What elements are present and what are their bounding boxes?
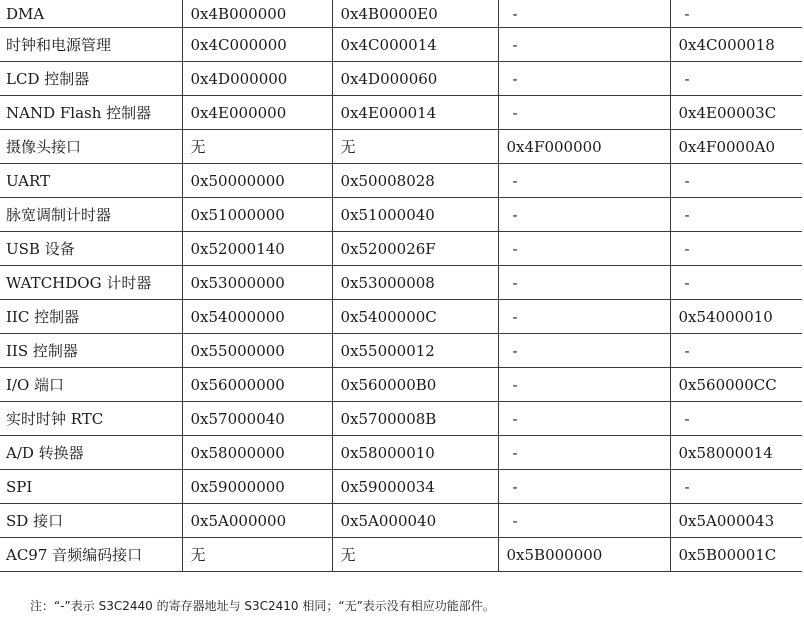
- start-address-cell: 0x51000000: [182, 198, 332, 232]
- address-cell-4: -: [670, 62, 802, 96]
- module-name-cell: SPI: [0, 470, 182, 504]
- end-address-cell: 0x5A000040: [332, 504, 498, 538]
- start-address-cell: 0x50000000: [182, 164, 332, 198]
- start-address-cell: 无: [182, 538, 332, 572]
- start-address-cell: 0x4E000000: [182, 96, 332, 130]
- table-row: [0, 436, 802, 470]
- address-cell-3: -: [498, 470, 670, 504]
- table-row: [0, 164, 802, 198]
- table-row: [0, 470, 802, 504]
- table-row: [0, 300, 802, 334]
- address-cell-4: 0x5A000043: [670, 504, 802, 538]
- module-name-cell: IIS 控制器: [0, 334, 182, 368]
- end-address-cell: 0x5200026F: [332, 232, 498, 266]
- address-cell-3: -: [498, 198, 670, 232]
- address-cell-4: -: [670, 334, 802, 368]
- module-name-cell: IIC 控制器: [0, 300, 182, 334]
- start-address-cell: 0x58000000: [182, 436, 332, 470]
- start-address-cell: 0x54000000: [182, 300, 332, 334]
- start-address-cell: 0x52000140: [182, 232, 332, 266]
- start-address-cell: 0x4C000000: [182, 28, 332, 62]
- address-cell-3: 0x4F000000: [498, 130, 670, 164]
- end-address-cell: 无: [332, 538, 498, 572]
- module-name-cell: I/O 端口: [0, 368, 182, 402]
- table-row: [0, 504, 802, 538]
- table-row: [0, 0, 802, 28]
- module-name-cell: 摄像头接口: [0, 130, 182, 164]
- end-address-cell: 0x53000008: [332, 266, 498, 300]
- table-row: [0, 266, 802, 300]
- address-cell-3: -: [498, 62, 670, 96]
- start-address-cell: 0x4D000000: [182, 62, 332, 96]
- module-name-cell: NAND Flash 控制器: [0, 96, 182, 130]
- module-name-cell: AC97 音频编码接口: [0, 538, 182, 572]
- end-address-cell: 无: [332, 130, 498, 164]
- end-address-cell: 0x51000040: [332, 198, 498, 232]
- table-row: [0, 334, 802, 368]
- address-cell-4: -: [670, 266, 802, 300]
- module-name-cell: WATCHDOG 计时器: [0, 266, 182, 300]
- address-cell-3: -: [498, 96, 670, 130]
- address-cell-4: -: [670, 402, 802, 436]
- end-address-cell: 0x4B0000E0: [332, 0, 498, 28]
- start-address-cell: 0x57000040: [182, 402, 332, 436]
- address-cell-3: 0x5B000000: [498, 538, 670, 572]
- end-address-cell: 0x55000012: [332, 334, 498, 368]
- table-row: [0, 538, 802, 572]
- address-cell-3: -: [498, 334, 670, 368]
- address-cell-4: -: [670, 164, 802, 198]
- start-address-cell: 0x4B000000: [182, 0, 332, 28]
- start-address-cell: 0x59000000: [182, 470, 332, 504]
- module-name-cell: 时钟和电源管理: [0, 28, 182, 62]
- module-name-cell: 实时时钟 RTC: [0, 402, 182, 436]
- address-cell-3: -: [498, 368, 670, 402]
- address-cell-4: 0x54000010: [670, 300, 802, 334]
- address-cell-3: -: [498, 232, 670, 266]
- address-cell-4: 0x4E00003C: [670, 96, 802, 130]
- address-cell-3: -: [498, 164, 670, 198]
- module-name-cell: SD 接口: [0, 504, 182, 538]
- address-cell-4: -: [670, 0, 802, 28]
- address-cell-4: 0x58000014: [670, 436, 802, 470]
- address-cell-3: -: [498, 266, 670, 300]
- address-cell-4: 0x4F0000A0: [670, 130, 802, 164]
- module-name-cell: UART: [0, 164, 182, 198]
- end-address-cell: 0x59000034: [332, 470, 498, 504]
- module-name-cell: 脉宽调制计时器: [0, 198, 182, 232]
- end-address-cell: 0x5400000C: [332, 300, 498, 334]
- address-cell-3: -: [498, 0, 670, 28]
- end-address-cell: 0x4C000014: [332, 28, 498, 62]
- table-row: [0, 232, 802, 266]
- start-address-cell: 0x56000000: [182, 368, 332, 402]
- table-row: [0, 62, 802, 96]
- table-row: [0, 368, 802, 402]
- module-name-cell: A/D 转换器: [0, 436, 182, 470]
- address-cell-4: 0x5B00001C: [670, 538, 802, 572]
- module-name-cell: USB 设备: [0, 232, 182, 266]
- end-address-cell: 0x50008028: [332, 164, 498, 198]
- module-name-cell: DMA: [0, 0, 182, 28]
- address-cell-4: 0x560000CC: [670, 368, 802, 402]
- address-cell-3: -: [498, 436, 670, 470]
- table-row: [0, 402, 802, 436]
- start-address-cell: 无: [182, 130, 332, 164]
- end-address-cell: 0x4E000014: [332, 96, 498, 130]
- address-cell-3: -: [498, 28, 670, 62]
- address-cell-3: -: [498, 300, 670, 334]
- start-address-cell: 0x5A000000: [182, 504, 332, 538]
- start-address-cell: 0x53000000: [182, 266, 332, 300]
- address-cell-4: -: [670, 470, 802, 504]
- end-address-cell: 0x560000B0: [332, 368, 498, 402]
- module-name-cell: LCD 控制器: [0, 62, 182, 96]
- address-cell-3: -: [498, 504, 670, 538]
- table-row: [0, 96, 802, 130]
- end-address-cell: 0x5700008B: [332, 402, 498, 436]
- address-cell-4: -: [670, 232, 802, 266]
- end-address-cell: 0x4D000060: [332, 62, 498, 96]
- footnote: 注：“-”表示 S3C2440 的寄存器地址与 S3C2410 相同；“无”表示没有相应功能部件。: [30, 599, 495, 613]
- table-row: [0, 198, 802, 232]
- start-address-cell: 0x55000000: [182, 334, 332, 368]
- table-row: [0, 130, 802, 164]
- end-address-cell: 0x58000010: [332, 436, 498, 470]
- address-cell-3: -: [498, 402, 670, 436]
- table-row: [0, 28, 802, 62]
- address-cell-4: -: [670, 198, 802, 232]
- address-cell-4: 0x4C000018: [670, 28, 802, 62]
